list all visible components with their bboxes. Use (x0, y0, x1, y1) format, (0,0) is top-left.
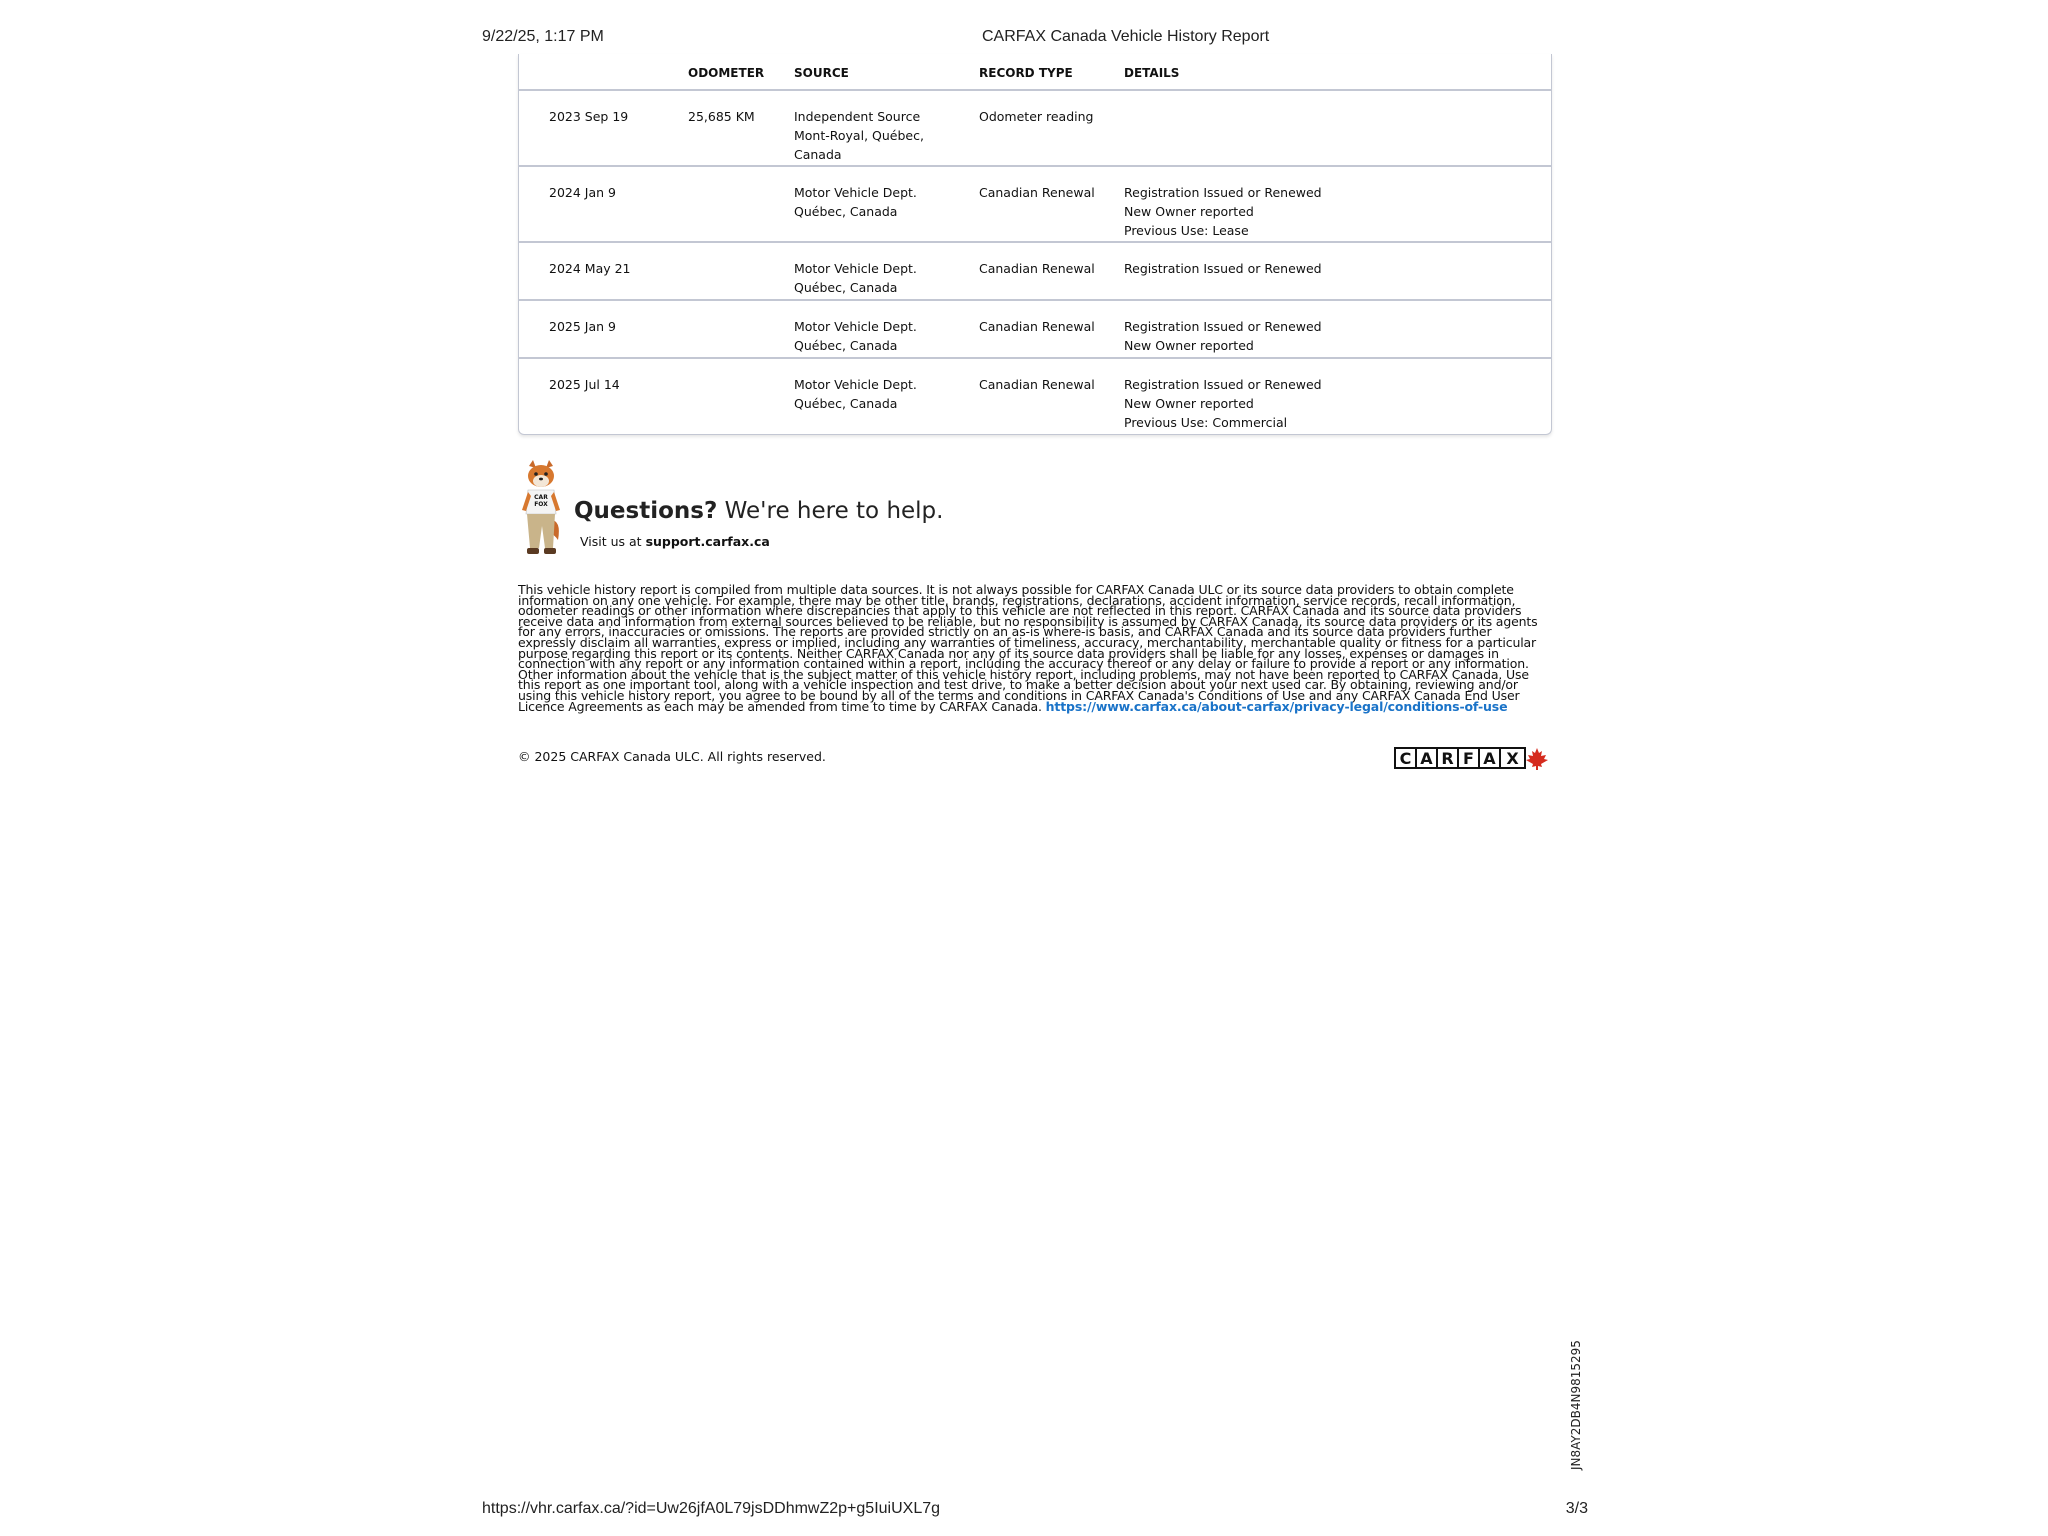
carfox-mascot-icon (518, 460, 564, 556)
help-section (518, 460, 1018, 560)
header-details: DETAILS (1124, 66, 1180, 80)
print-title: CARFAX Canada Vehicle History Report (982, 28, 1270, 45)
detail-line: Registration Issued or Renewed (1124, 377, 1322, 392)
svg-text:CAR: CAR (534, 494, 548, 501)
row-details (1124, 375, 1322, 432)
row-date: 2025 Jan 9 (549, 319, 616, 334)
detail-line: New Owner reported (1124, 396, 1254, 411)
source-line: Canada (794, 147, 842, 162)
help-title-rest: We're here to help. (717, 498, 944, 524)
row-record-type: Canadian Renewal (979, 377, 1095, 392)
table-row (519, 301, 1551, 359)
svg-text:FOX: FOX (534, 501, 548, 508)
svg-text:A: A (1420, 749, 1433, 768)
row-source (794, 183, 964, 221)
row-date: 2025 Jul 14 (549, 377, 620, 392)
disclaimer-text (518, 582, 1552, 714)
table-row (519, 243, 1551, 301)
print-date: 9/22/25, 1:17 PM (482, 28, 604, 45)
history-table (518, 54, 1552, 435)
row-record-type: Canadian Renewal (979, 185, 1095, 200)
source-line: Québec, Canada (794, 396, 898, 411)
table-row (519, 359, 1551, 435)
detail-line: Registration Issued or Renewed (1124, 319, 1322, 334)
row-record-type: Odometer reading (979, 109, 1094, 124)
source-line: Motor Vehicle Dept. (794, 319, 917, 334)
row-details (1124, 183, 1322, 240)
svg-text:F: F (1463, 749, 1474, 768)
detail-line: New Owner reported (1124, 338, 1254, 353)
table-header (519, 54, 1551, 91)
row-source (794, 107, 964, 164)
disclaimer-body: This vehicle history report is compiled from multiple data sources. It is not always possible for CARFAX Canada ULC or its source data providers to obtain complete information on any one vehicle. For example, there may be other title, brands, registrations, declarations, accident information, service records, recall information, odometer readings or other information where discrepancies that apply to this vehicle are not reflected in this report. CARFAX Canada and its source data providers receive data and information from external sources believed to be reliable, but no responsibility is assumed by CARFAX Canada, its source data providers or its agents for any errors, inaccuracies or omissions. The reports are provided strictly on an as-is where-is basis, and CARFAX Canada and its source data providers further expressly disclaim all warranties, express or implied, including any warranties of timeliness, accuracy, merchantability, merchantable quality or fitness for a particular purpose regarding this report or its contents. Neither CARFAX Canada nor any of its source data providers shall be liable for any losses, expenses or damages in connection with any report or any information contained within a report, including the accuracy thereof or any delay or failure to provide a report or any information. Other information about the vehicle that is the subject matter of this vehicle history report, including problems, may not have been reported to CARFAX Canada. Use this report as one important tool, along with a vehicle inspection and test drive, to make a better decision about your next used car. By obtaining, reviewing and/or using this vehicle history report, you agree to be bound by all of the terms and conditions in CARFAX Canada's Conditions of Use and any CARFAX Canada End User Licence Agreements as each may be amended from time to time by CARFAX Canada. (518, 582, 1538, 714)
row-odometer: 25,685 KM (688, 109, 755, 124)
row-details (1124, 259, 1322, 278)
help-visit (580, 534, 770, 549)
row-source (794, 259, 964, 297)
source-line: Motor Vehicle Dept. (794, 377, 917, 392)
source-line: Québec, Canada (794, 280, 898, 295)
row-record-type: Canadian Renewal (979, 319, 1095, 334)
help-title-strong: Questions? (574, 498, 718, 524)
header-record-type: RECORD TYPE (979, 66, 1073, 80)
source-line: Québec, Canada (794, 204, 898, 219)
source-line: Québec, Canada (794, 338, 898, 353)
help-title (574, 498, 943, 524)
source-line: Motor Vehicle Dept. (794, 261, 917, 276)
vin-number: JN8AY2DB4N9815295 (1569, 1340, 1583, 1470)
detail-line: New Owner reported (1124, 204, 1254, 219)
row-record-type: Canadian Renewal (979, 261, 1095, 276)
detail-line: Registration Issued or Renewed (1124, 185, 1322, 200)
print-footer (482, 1500, 1588, 1522)
svg-text:C: C (1399, 749, 1412, 768)
source-line: Independent Source (794, 109, 921, 124)
svg-text:R: R (1441, 749, 1454, 768)
help-visit-prefix: Visit us at (580, 534, 646, 549)
copyright: © 2025 CARFAX Canada ULC. All rights reserved. (518, 749, 826, 764)
svg-text:A: A (1483, 749, 1496, 768)
header-odometer: ODOMETER (688, 66, 765, 80)
table-row (519, 91, 1551, 167)
row-date: 2024 Jan 9 (549, 185, 616, 200)
detail-line: Previous Use: Commercial (1124, 415, 1288, 430)
row-details (1124, 317, 1322, 355)
row-date: 2023 Sep 19 (549, 109, 629, 124)
source-line: Mont-Royal, Québec, (794, 128, 924, 143)
detail-line: Previous Use: Lease (1124, 223, 1249, 238)
row-source (794, 375, 964, 413)
row-source (794, 317, 964, 355)
page-number: 3/3 (1565, 1500, 1588, 1517)
source-line: Motor Vehicle Dept. (794, 185, 917, 200)
table-row (519, 167, 1551, 243)
row-date: 2024 May 21 (549, 261, 631, 276)
support-link[interactable]: support.carfax.ca (645, 534, 770, 549)
conditions-of-use-link[interactable]: https://www.carfax.ca/about-carfax/privacy-legal/conditions-of-use (1045, 698, 1508, 714)
print-header (482, 28, 1588, 50)
print-url: https://vhr.carfax.ca/?id=Uw26jfA0L79jsDDhmwZ2p+g5IuiUXL7g (482, 1500, 941, 1517)
detail-line: Registration Issued or Renewed (1124, 261, 1322, 276)
header-source: SOURCE (794, 66, 849, 80)
svg-text:X: X (1506, 749, 1519, 768)
carfax-logo-icon (1394, 745, 1549, 771)
